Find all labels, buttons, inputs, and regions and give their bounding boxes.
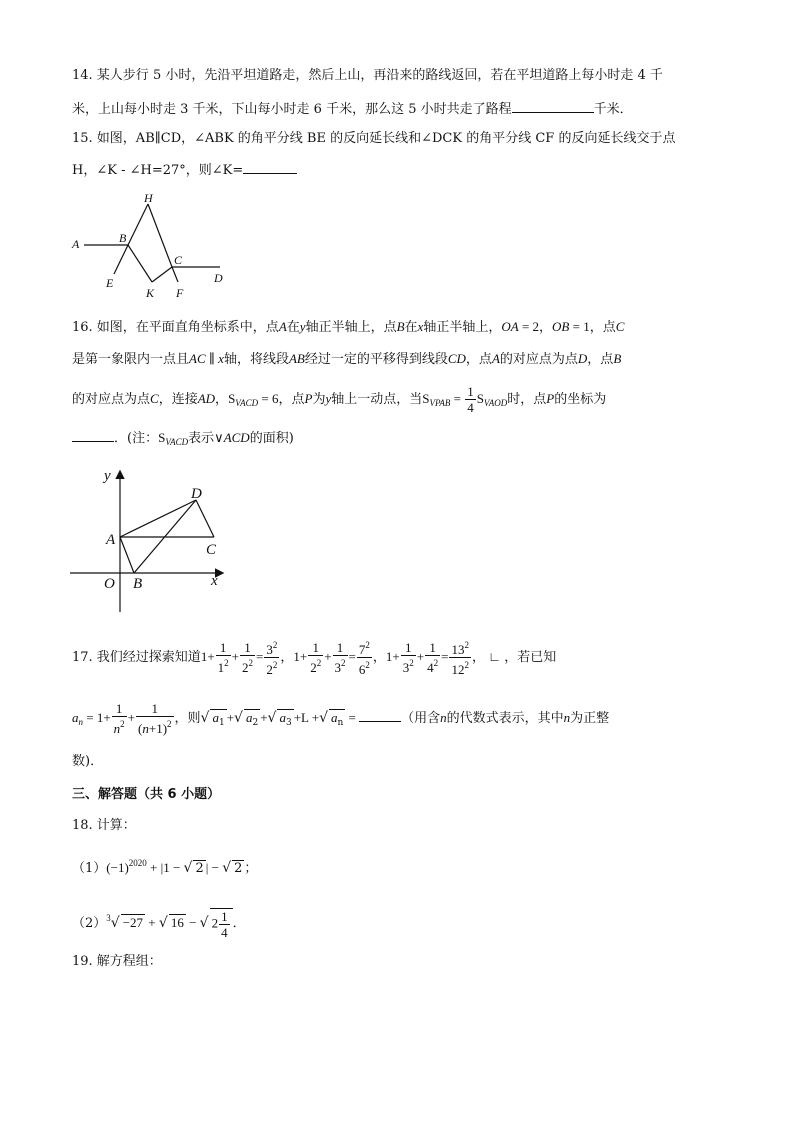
q16-line1: 16. 如图，在平面直角坐标系中，点A在y轴正半轴上，点B在x轴正半轴上，OA = 2，OB = 1，点C — [72, 319, 625, 335]
q15-seg-bk — [128, 245, 152, 282]
q16-seg-dc — [196, 500, 214, 537]
q15-seg-hb — [128, 204, 148, 245]
q16-label: x — [211, 573, 218, 589]
q15-label: H — [144, 191, 153, 205]
q15-line1: 15. 如图，AB∥CD，∠ABK 的角平分线 BE 的反向延长线和∠DCK 的角平分线 CF 的反向延长线交于点 — [72, 131, 676, 146]
q15-label: K — [146, 286, 155, 300]
q15-seg-be — [114, 245, 128, 274]
q18-title: 18. 计算： — [72, 818, 136, 833]
q16-label: C — [206, 542, 217, 558]
q14-line1: 14. 某人步行 5 小时，先沿平坦道路走，然后上山，再沿来的路线返回，若在平坦道路上每小时走 4 千 — [72, 68, 663, 83]
q15-label: A — [72, 237, 80, 251]
q17-answer-blank[interactable] — [359, 707, 401, 722]
q15-line2: H，∠K - ∠H=27°，则∠K= — [72, 159, 297, 181]
q16-line3: 的对应点为点C，连接AD，$S_{VACD} = 6$，点P为y轴上一动点，当$S_{VPAB}$ = $\frac{1}{4}$ $S_{VAOD}$时，点P的坐标为 — [72, 384, 607, 415]
q15-label: D — [214, 271, 223, 285]
q15-figure — [68, 190, 238, 305]
q14-answer-blank[interactable] — [512, 98, 594, 113]
q16-label: B — [133, 576, 143, 592]
q18-part2: $(2)^3√ -27$ + √ 16 − √ 2 $\frac{1}{4}$ ． — [72, 908, 246, 940]
q16-answer-blank[interactable] — [72, 427, 114, 442]
q14-line2: 米，上山每小时走 3 千米，下山每小时走 6 千米，那么这 5 小时共走了路程 千米． — [72, 98, 633, 120]
q16-line2: 是第一象限内一点且AC ∥ x轴，将线段AB经过一定的平移得到线段CD，点A的对应点为点D，点B — [72, 351, 622, 367]
q16-line4: ．(注：$S_{VACD}$表示∨ACD的面积) — [72, 427, 294, 452]
q17-line1: 17. 我们经过探索知道1+ $\frac{1}{1^2}$ + $\frac{1}{2^2}$ = $\frac{3^2}{2^2}$ ，1+ $\frac{1}{2^2}$ + $\frac{1}{3^2}$ = $\frac{7^2}{6^2}$ ，1+ $\frac{1}{3^2}$ + $\frac{1}{4^2}$ = $\frac{13^2}{12^2}$ ， ∟ ，若已知 — [72, 640, 557, 677]
q17-line3: 数)． — [72, 754, 104, 769]
q15-label: E — [106, 276, 114, 290]
q17-line2: $a_n = 1+$ $\frac{1}{n^2}$ + $\frac{1}{(n+1)^2}$ ，则√ $a_1$ +√ $a_2$ +√ $a_3 +L$ +√ $a_n$ = （用含n的代数式表示，其中n为正整 — [72, 701, 610, 736]
q16-label: O — [104, 576, 115, 592]
q16-seg-ad — [120, 500, 196, 537]
q15-seg-kc — [152, 267, 172, 282]
section-title: 三、解答题（共 6 小题） — [72, 787, 221, 802]
q15-label: C — [174, 253, 183, 267]
q16-label: D — [191, 486, 202, 502]
q15-label: F — [176, 286, 184, 300]
q16-figure — [68, 462, 238, 614]
q15-seg-hc — [148, 204, 172, 267]
q16-seg-ab — [120, 537, 134, 573]
q18-part1: $(1)(-1)^{2020} + |1$ − √ 2 | − √ 2 ； — [72, 858, 258, 876]
q15-answer-blank[interactable] — [243, 159, 297, 174]
q19-title: 19. 解方程组： — [72, 954, 162, 969]
q16-label: y — [104, 468, 111, 484]
q16-label: A — [106, 532, 116, 548]
q15-label: B — [119, 231, 127, 245]
q15-seg-cf — [172, 267, 178, 282]
